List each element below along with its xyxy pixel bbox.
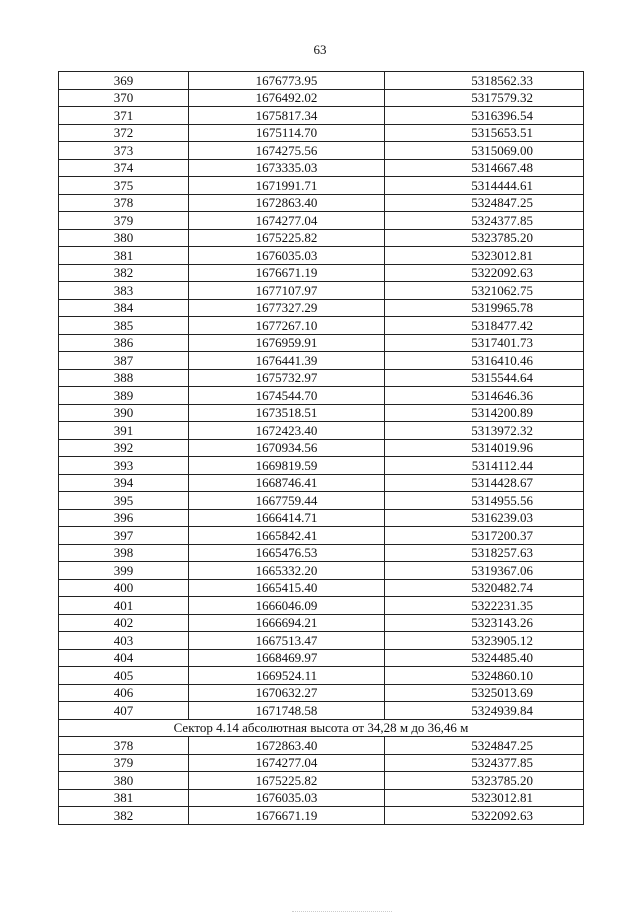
point-number-cell: 380 xyxy=(59,772,189,790)
x-coordinate-cell: 1670934.56 xyxy=(189,439,385,457)
x-coordinate-cell: 1673518.51 xyxy=(189,404,385,422)
y-coordinate-cell: 5322092.63 xyxy=(385,264,584,282)
point-number-cell: 389 xyxy=(59,387,189,405)
y-coordinate-cell: 5319367.06 xyxy=(385,562,584,580)
table-row xyxy=(59,352,584,370)
point-number-cell: 378 xyxy=(59,737,189,755)
y-coordinate-cell: 5315544.64 xyxy=(385,369,584,387)
table-body-after xyxy=(59,737,584,825)
x-coordinate-cell: 1676441.39 xyxy=(189,352,385,370)
table-row xyxy=(59,789,584,807)
point-number-cell: 396 xyxy=(59,509,189,527)
y-coordinate-cell: 5323785.20 xyxy=(385,772,584,790)
y-coordinate-cell: 5323012.81 xyxy=(385,789,584,807)
y-coordinate-cell: 5319965.78 xyxy=(385,299,584,317)
y-coordinate-cell: 5314955.56 xyxy=(385,492,584,510)
y-coordinate-cell: 5323785.20 xyxy=(385,229,584,247)
table-row xyxy=(59,89,584,107)
table-row xyxy=(59,142,584,160)
point-number-cell: 403 xyxy=(59,632,189,650)
x-coordinate-cell: 1674544.70 xyxy=(189,387,385,405)
x-coordinate-cell: 1677327.29 xyxy=(189,299,385,317)
y-coordinate-cell: 5322231.35 xyxy=(385,597,584,615)
x-coordinate-cell: 1677107.97 xyxy=(189,282,385,300)
point-number-cell: 381 xyxy=(59,247,189,265)
table-row xyxy=(59,299,584,317)
point-number-cell: 402 xyxy=(59,614,189,632)
x-coordinate-cell: 1672863.40 xyxy=(189,194,385,212)
y-coordinate-cell: 5314428.67 xyxy=(385,474,584,492)
x-coordinate-cell: 1674277.04 xyxy=(189,754,385,772)
point-number-cell: 391 xyxy=(59,422,189,440)
point-number-cell: 384 xyxy=(59,299,189,317)
point-number-cell: 383 xyxy=(59,282,189,300)
x-coordinate-cell: 1676035.03 xyxy=(189,247,385,265)
table-row xyxy=(59,212,584,230)
table-row xyxy=(59,597,584,615)
table-row xyxy=(59,264,584,282)
x-coordinate-cell: 1675817.34 xyxy=(189,107,385,125)
y-coordinate-cell: 5314667.48 xyxy=(385,159,584,177)
table-row xyxy=(59,632,584,650)
x-coordinate-cell: 1672863.40 xyxy=(189,737,385,755)
table-row xyxy=(59,457,584,475)
x-coordinate-cell: 1674275.56 xyxy=(189,142,385,160)
table-row xyxy=(59,737,584,755)
y-coordinate-cell: 5324847.25 xyxy=(385,737,584,755)
x-coordinate-cell: 1676671.19 xyxy=(189,807,385,825)
y-coordinate-cell: 5314019.96 xyxy=(385,439,584,457)
table-row xyxy=(59,702,584,720)
x-coordinate-cell: 1667513.47 xyxy=(189,632,385,650)
y-coordinate-cell: 5315069.00 xyxy=(385,142,584,160)
point-number-cell: 378 xyxy=(59,194,189,212)
table-row xyxy=(59,649,584,667)
point-number-cell: 382 xyxy=(59,807,189,825)
point-number-cell: 388 xyxy=(59,369,189,387)
y-coordinate-cell: 5314112.44 xyxy=(385,457,584,475)
y-coordinate-cell: 5318562.33 xyxy=(385,72,584,90)
x-coordinate-cell: 1665842.41 xyxy=(189,527,385,545)
y-coordinate-cell: 5318477.42 xyxy=(385,317,584,335)
x-coordinate-cell: 1665476.53 xyxy=(189,544,385,562)
x-coordinate-cell: 1676959.91 xyxy=(189,334,385,352)
x-coordinate-cell: 1676492.02 xyxy=(189,89,385,107)
table-row xyxy=(59,509,584,527)
y-coordinate-cell: 5316396.54 xyxy=(385,107,584,125)
y-coordinate-cell: 5324860.10 xyxy=(385,667,584,685)
point-number-cell: 390 xyxy=(59,404,189,422)
table-row xyxy=(59,579,584,597)
x-coordinate-cell: 1675114.70 xyxy=(189,124,385,142)
x-coordinate-cell: 1675225.82 xyxy=(189,772,385,790)
x-coordinate-cell: 1677267.10 xyxy=(189,317,385,335)
y-coordinate-cell: 5324939.84 xyxy=(385,702,584,720)
point-number-cell: 392 xyxy=(59,439,189,457)
x-coordinate-cell: 1665415.40 xyxy=(189,579,385,597)
table-row xyxy=(59,422,584,440)
table-row xyxy=(59,282,584,300)
point-number-cell: 379 xyxy=(59,212,189,230)
table-body-before xyxy=(59,72,584,720)
table-row xyxy=(59,807,584,825)
table-row xyxy=(59,72,584,90)
x-coordinate-cell: 1669819.59 xyxy=(189,457,385,475)
table-row xyxy=(59,369,584,387)
y-coordinate-cell: 5316239.03 xyxy=(385,509,584,527)
table-row xyxy=(59,439,584,457)
y-coordinate-cell: 5320482.74 xyxy=(385,579,584,597)
y-coordinate-cell: 5316410.46 xyxy=(385,352,584,370)
point-number-cell: 405 xyxy=(59,667,189,685)
y-coordinate-cell: 5318257.63 xyxy=(385,544,584,562)
point-number-cell: 407 xyxy=(59,702,189,720)
point-number-cell: 398 xyxy=(59,544,189,562)
y-coordinate-cell: 5314646.36 xyxy=(385,387,584,405)
table-row xyxy=(59,387,584,405)
y-coordinate-cell: 5313972.32 xyxy=(385,422,584,440)
y-coordinate-cell: 5315653.51 xyxy=(385,124,584,142)
point-number-cell: 393 xyxy=(59,457,189,475)
point-number-cell: 381 xyxy=(59,789,189,807)
point-number-cell: 369 xyxy=(59,72,189,90)
sector-heading: Сектор 4.14 абсолютная высота от 34,28 м до 36,46 м xyxy=(59,719,584,737)
y-coordinate-cell: 5323905.12 xyxy=(385,632,584,650)
table-row xyxy=(59,194,584,212)
point-number-cell: 386 xyxy=(59,334,189,352)
y-coordinate-cell: 5324847.25 xyxy=(385,194,584,212)
y-coordinate-cell: 5324377.85 xyxy=(385,754,584,772)
point-number-cell: 397 xyxy=(59,527,189,545)
y-coordinate-cell: 5322092.63 xyxy=(385,807,584,825)
page-number: 63 xyxy=(313,42,327,57)
point-number-cell: 374 xyxy=(59,159,189,177)
table-row xyxy=(59,124,584,142)
point-number-cell: 379 xyxy=(59,754,189,772)
table-row xyxy=(59,107,584,125)
table-row xyxy=(59,667,584,685)
x-coordinate-cell: 1671991.71 xyxy=(189,177,385,195)
footer-divider xyxy=(292,911,392,912)
x-coordinate-cell: 1667759.44 xyxy=(189,492,385,510)
x-coordinate-cell: 1674277.04 xyxy=(189,212,385,230)
table-row xyxy=(59,159,584,177)
table-row xyxy=(59,317,584,335)
point-number-cell: 380 xyxy=(59,229,189,247)
point-number-cell: 401 xyxy=(59,597,189,615)
x-coordinate-cell: 1669524.11 xyxy=(189,667,385,685)
x-coordinate-cell: 1672423.40 xyxy=(189,422,385,440)
y-coordinate-cell: 5317401.73 xyxy=(385,334,584,352)
table-row xyxy=(59,404,584,422)
x-coordinate-cell: 1666046.09 xyxy=(189,597,385,615)
y-coordinate-cell: 5323143.26 xyxy=(385,614,584,632)
table-row xyxy=(59,177,584,195)
point-number-cell: 406 xyxy=(59,684,189,702)
point-number-cell: 372 xyxy=(59,124,189,142)
point-number-cell: 373 xyxy=(59,142,189,160)
y-coordinate-cell: 5314444.61 xyxy=(385,177,584,195)
y-coordinate-cell: 5323012.81 xyxy=(385,247,584,265)
point-number-cell: 371 xyxy=(59,107,189,125)
table-row xyxy=(59,614,584,632)
table-row xyxy=(59,247,584,265)
point-number-cell: 404 xyxy=(59,649,189,667)
y-coordinate-cell: 5321062.75 xyxy=(385,282,584,300)
table-row xyxy=(59,334,584,352)
x-coordinate-cell: 1675732.97 xyxy=(189,369,385,387)
x-coordinate-cell: 1676035.03 xyxy=(189,789,385,807)
x-coordinate-cell: 1676773.95 xyxy=(189,72,385,90)
x-coordinate-cell: 1665332.20 xyxy=(189,562,385,580)
point-number-cell: 395 xyxy=(59,492,189,510)
point-number-cell: 394 xyxy=(59,474,189,492)
table-row xyxy=(59,474,584,492)
table-row xyxy=(59,544,584,562)
table-row xyxy=(59,527,584,545)
y-coordinate-cell: 5325013.69 xyxy=(385,684,584,702)
x-coordinate-cell: 1673335.03 xyxy=(189,159,385,177)
point-number-cell: 400 xyxy=(59,579,189,597)
table-row xyxy=(59,492,584,510)
point-number-cell: 370 xyxy=(59,89,189,107)
y-coordinate-cell: 5324377.85 xyxy=(385,212,584,230)
table-row xyxy=(59,754,584,772)
x-coordinate-cell: 1676671.19 xyxy=(189,264,385,282)
table-row xyxy=(59,562,584,580)
x-coordinate-cell: 1666694.21 xyxy=(189,614,385,632)
sector-heading-section xyxy=(59,719,584,737)
x-coordinate-cell: 1666414.71 xyxy=(189,509,385,527)
x-coordinate-cell: 1668469.97 xyxy=(189,649,385,667)
coordinates-table xyxy=(58,71,584,825)
table-row xyxy=(59,684,584,702)
x-coordinate-cell: 1670632.27 xyxy=(189,684,385,702)
y-coordinate-cell: 5314200.89 xyxy=(385,404,584,422)
y-coordinate-cell: 5317200.37 xyxy=(385,527,584,545)
point-number-cell: 399 xyxy=(59,562,189,580)
point-number-cell: 375 xyxy=(59,177,189,195)
point-number-cell: 387 xyxy=(59,352,189,370)
x-coordinate-cell: 1675225.82 xyxy=(189,229,385,247)
sector-heading-row xyxy=(59,719,584,737)
x-coordinate-cell: 1668746.41 xyxy=(189,474,385,492)
y-coordinate-cell: 5324485.40 xyxy=(385,649,584,667)
point-number-cell: 385 xyxy=(59,317,189,335)
x-coordinate-cell: 1671748.58 xyxy=(189,702,385,720)
point-number-cell: 382 xyxy=(59,264,189,282)
table-row xyxy=(59,229,584,247)
table-row xyxy=(59,772,584,790)
y-coordinate-cell: 5317579.32 xyxy=(385,89,584,107)
